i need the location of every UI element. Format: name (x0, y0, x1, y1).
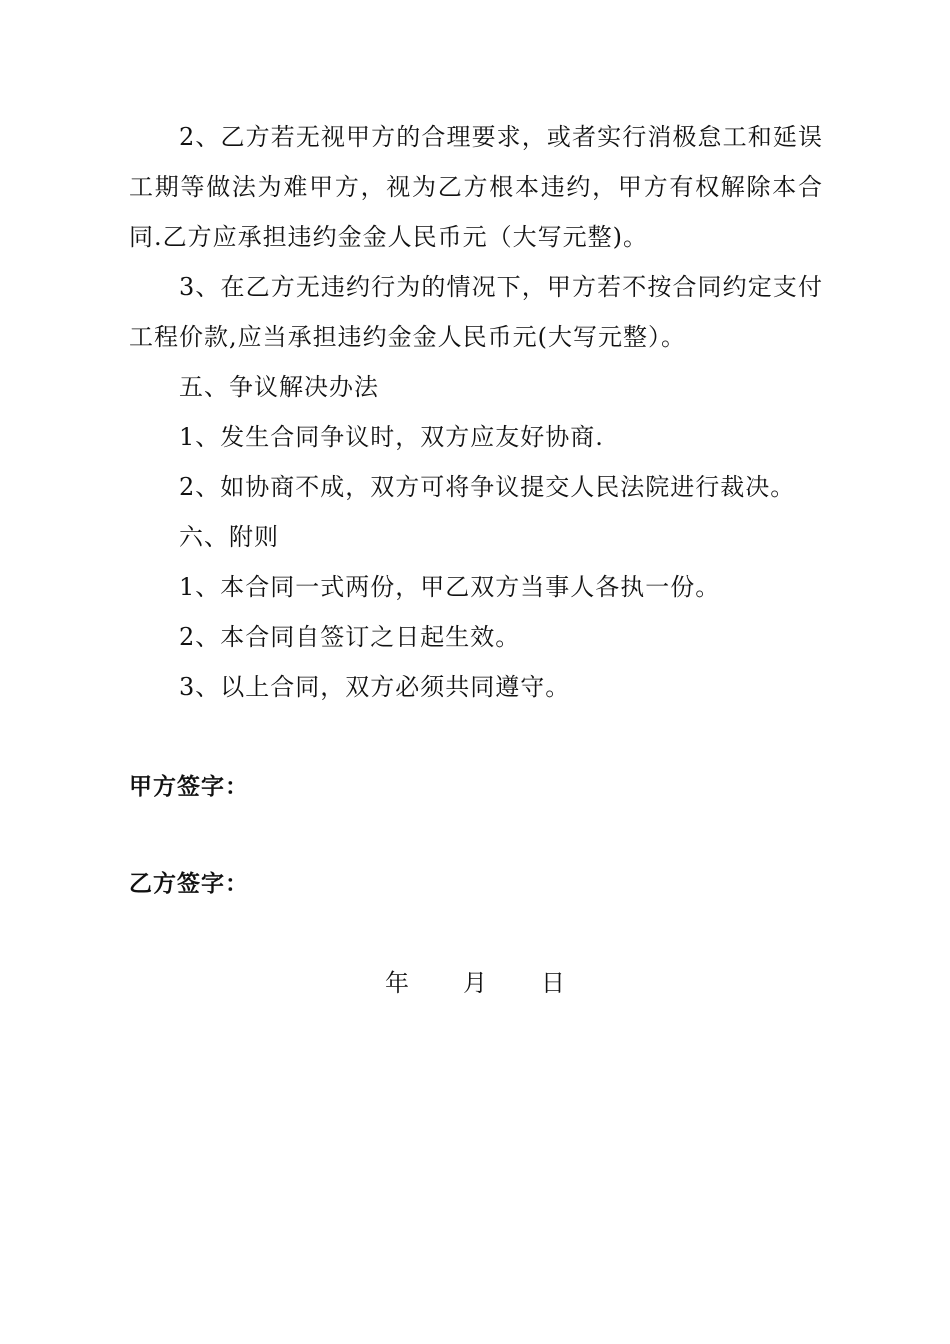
clause-4-3: 3、在乙方无违约行为的情况下，甲方若不按合同约定支付工程价款,应当承担违约金金人民币元(大写元整）。 (129, 273, 823, 351)
date-month-label: 月 (463, 969, 487, 997)
section-5-heading: 五、争议解决办法 (179, 373, 379, 401)
signing-date (0, 966, 950, 1000)
clause-6-1: 1、本合同一式两份，甲乙双方当事人各执一份。 (179, 573, 721, 601)
party-b-signature-label: 乙方签字： (129, 871, 249, 897)
clause-5-1: 1、发生合同争议时，双方应友好协商. (179, 423, 604, 451)
date-year-label: 年 (385, 969, 409, 997)
section-6-heading: 六、附则 (179, 523, 279, 551)
clause-6-2: 2、本合同自签订之日起生效。 (179, 623, 521, 651)
party-a-signature-label: 甲方签字： (129, 774, 249, 800)
clause-6-3: 3、以上合同，双方必须共同遵守。 (179, 673, 571, 701)
clause-5-2: 2、如协商不成，双方可将争议提交人民法院进行裁决。 (179, 473, 796, 501)
date-day-label: 日 (541, 969, 565, 997)
clause-4-2: 2、乙方若无视甲方的合理要求，或者实行消极怠工和延误工期等做法为难甲方，视为乙方根本违约，甲方有权解除本合同.乙方应承担违约金金人民币元（大写元整)。 (129, 123, 823, 251)
contract-body (129, 112, 823, 712)
